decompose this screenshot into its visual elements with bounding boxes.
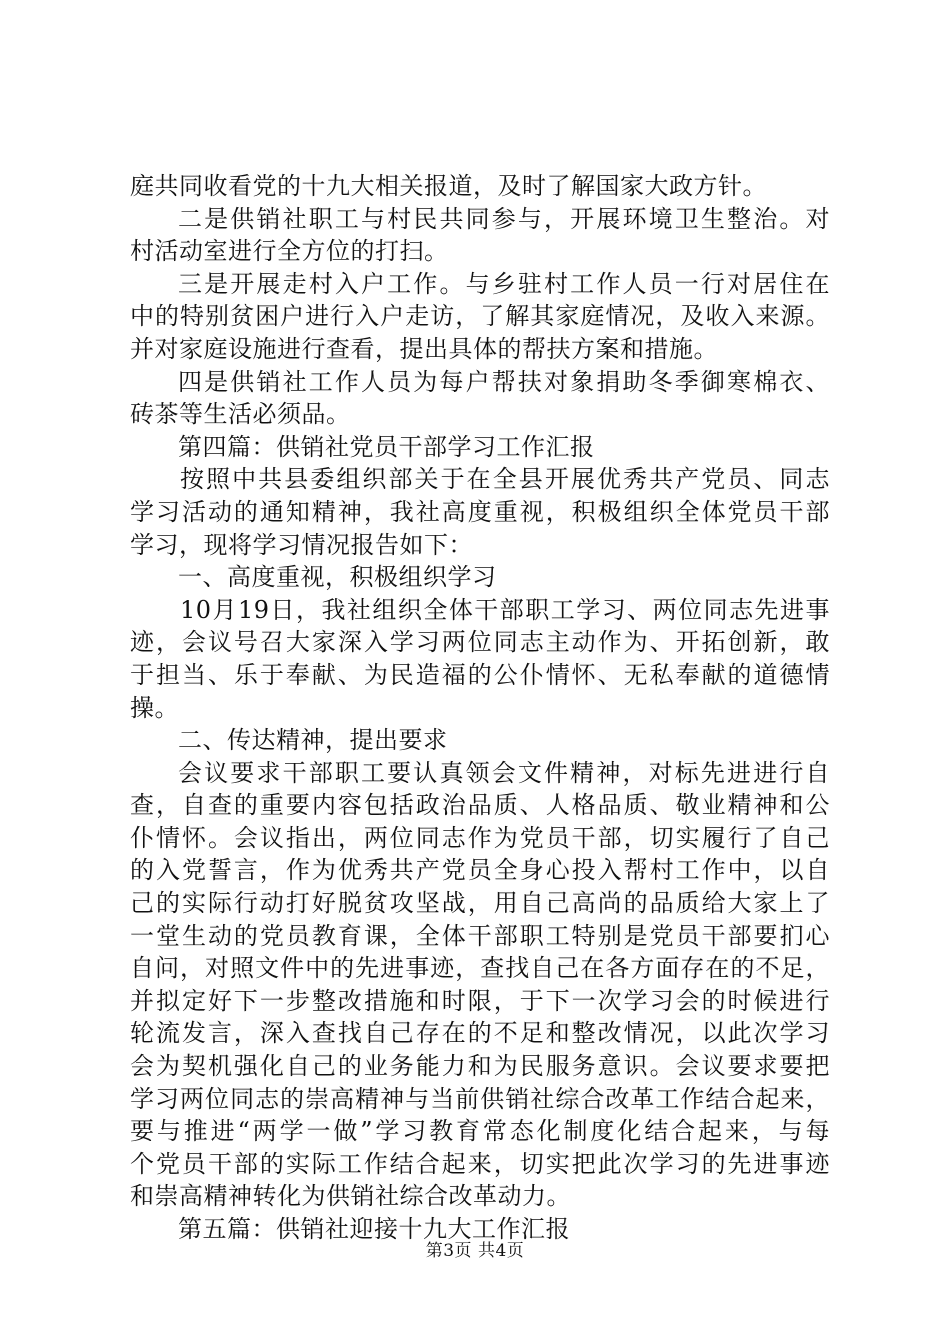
text-line: 学习两位同志的崇高精神与当前供销社综合改革工作结合起来， [130,1084,830,1113]
text-line: 于担当、乐于奉献、为民造福的公仆情怀、无私奉献的道德情 [130,660,830,689]
text-line: 会议要求干部职工要认真领会文件精神，对标先进进行自 [178,758,830,787]
text-line: 轮流发言，深入查找自己存在的不足和整改情况，以此次学习 [130,1019,830,1048]
text-line: 庭共同收看党的十九大相关报道，及时了解国家大政方针。 [130,172,767,200]
text-line: 操。 [130,693,179,722]
text-line: 并拟定好下一步整改措施和时限，于下一次学习会的时候进行 [130,986,830,1015]
text-line: 仆情怀。会议指出，两位同志作为党员干部，切实履行了自己 [130,823,830,852]
subsection-heading: 一、高度重视，积极组织学习 [178,563,497,592]
text-line: 二是供销社职工与村民共同参与，开展环境卫生整治。对 [178,204,830,233]
text-line: 学习，现将学习情况报告如下： [130,530,473,559]
text-line: 三是开展走村入户工作。与乡驻村工作人员一行对居住在 [178,269,830,298]
text-line: 己的实际行动打好脱贫攻坚战，用自己高尚的品质给大家上了 [130,889,830,918]
text-line: 并对家庭设施进行查看，提出具体的帮扶方案和措施。 [130,334,718,363]
text-line: 四是供销社工作人员为每户帮扶对象捐助冬季御寒棉衣、 [178,367,830,396]
text-line: 10月19日，我社组织全体干部职工学习、两位同志先进事 [180,595,830,624]
text-line: 按照中共县委组织部关于在全县开展优秀共产党员、同志 [180,465,830,494]
text-line: 查，自查的重要内容包括政治品质、人格品质、敬业精神和公 [130,791,830,820]
text-line: 自问，对照文件中的先进事迹，查找自己在各方面存在的不足， [130,954,830,983]
text-line: 会为契机强化自己的业务能力和为民服务意识。会议要求要把 [130,1052,830,1081]
page-number: 第3页 共4页 [425,1241,525,1261]
text-line: 村活动室进行全方位的打扫。 [130,237,449,266]
text-line: 个党员干部的实际工作结合起来，切实把此次学习的先进事迹 [130,1149,830,1178]
section-heading: 第四篇：供销社党员干部学习工作汇报 [178,432,595,461]
text-line: 砖茶等生活必须品。 [130,400,351,429]
text-line: 要与推进“两学一做”学习教育常态化制度化结合起来，与每 [130,1117,830,1146]
text-line: 迹，会议号召大家深入学习两位同志主动作为、开拓创新，敢 [130,628,830,657]
text-line: 和崇高精神转化为供销社综合改革动力。 [130,1182,571,1211]
subsection-heading: 二、传达精神，提出要求 [178,726,448,755]
document-body [130,170,830,1246]
text-line: 一堂生动的党员教育课，全体干部职工特别是党员干部要扪心 [130,921,830,950]
text-line: 学习活动的通知精神，我社高度重视，积极组织全体党员干部 [130,497,830,526]
text-line: 中的特别贫困户进行入户走访，了解其家庭情况，及收入来源。 [130,302,830,331]
text-line: 的入党誓言，作为优秀共产党员全身心投入帮村工作中，以自 [130,856,830,885]
section-heading: 第五篇：供销社迎接十九大工作汇报 [178,1215,570,1243]
